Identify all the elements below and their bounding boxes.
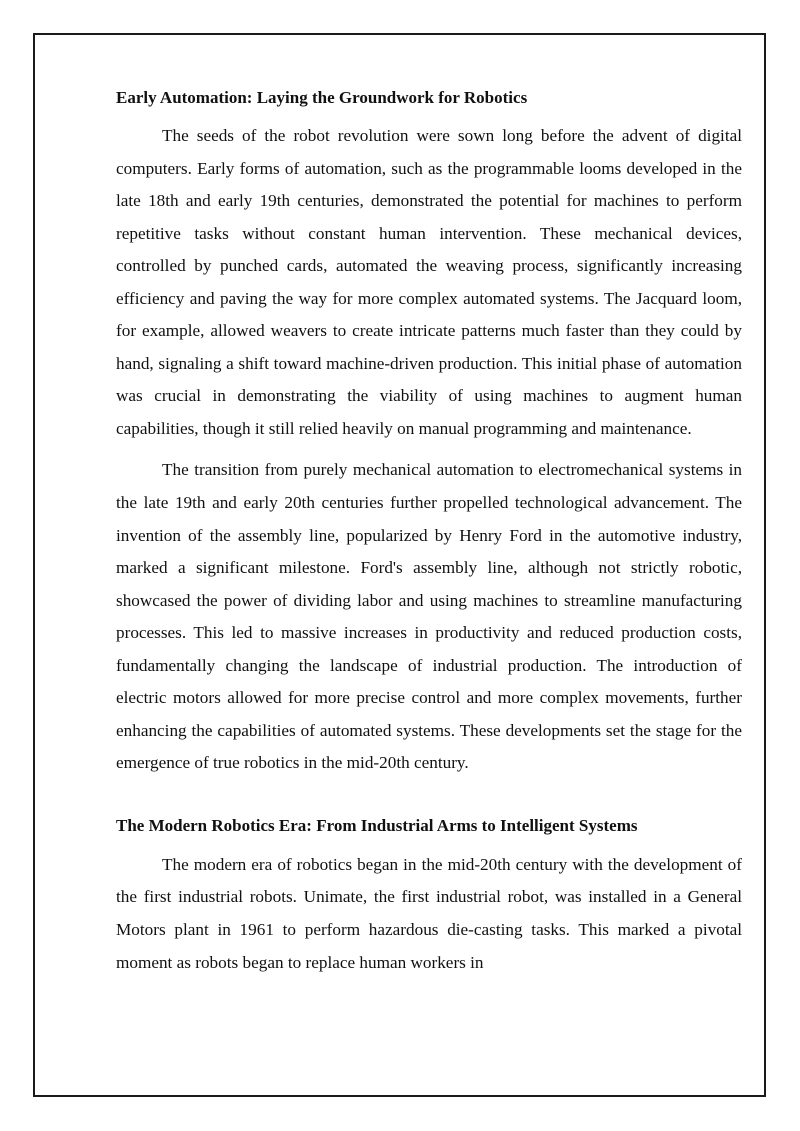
paragraph-early-automation-1: The seeds of the robot revolution were sown long before the advent of digital computers. Early forms of automation, such as the programmable looms developed in the late 18th and early 19th centuries, demonstrated the potential for machines to perform repetitive tasks without constant human intervention. These mechanical devices, controlled by punched cards, automated the weaving process, significantly increasing efficiency and paving the way for more complex automated systems. The Jacquard loom, for example, allowed weavers to create intricate patterns much faster than they could by hand, signaling a shift toward machine-driven production. This initial phase of automation was crucial in demonstrating the viability of using machines to augment human capabilities, though it still relied heavily on manual programming and maintenance. [116, 126, 742, 438]
section-heading-early-automation: Early Automation: Laying the Groundwork for Robotics [116, 88, 528, 107]
paragraph-modern-robotics-1: The modern era of robotics began in the mid-20th century with the development of the first industrial robots. Unimate, the first industrial robot, was installed in a General Motors plant in 1961 to perform hazardous die-casting tasks. This marked a pivotal moment as robots began to replace human workers in [116, 854, 742, 972]
document-body [116, 86, 742, 979]
section-heading-modern-robotics: The Modern Robotics Era: From Industrial Arms to Intelligent Systems [116, 815, 638, 835]
paragraph-early-automation-2: The transition from purely mechanical automation to electromechanical systems in the late 19th and early 20th centuries further propelled technological advancement. The invention of the assembly line, popularized by Henry Ford in the automotive industry, marked a significant milestone. Ford's assembly line, although not strictly robotic, showcased the power of dividing labor and using machines to streamline manufacturing processes. This led to massive increases in productivity and reduced production costs, fundamentally changing the landscape of industrial production. The introduction of electric motors allowed for more precise control and more complex movements, further enhancing the capabilities of automated systems. These developments set the stage for the emergence of true robotics in the mid-20th century. [116, 460, 742, 773]
